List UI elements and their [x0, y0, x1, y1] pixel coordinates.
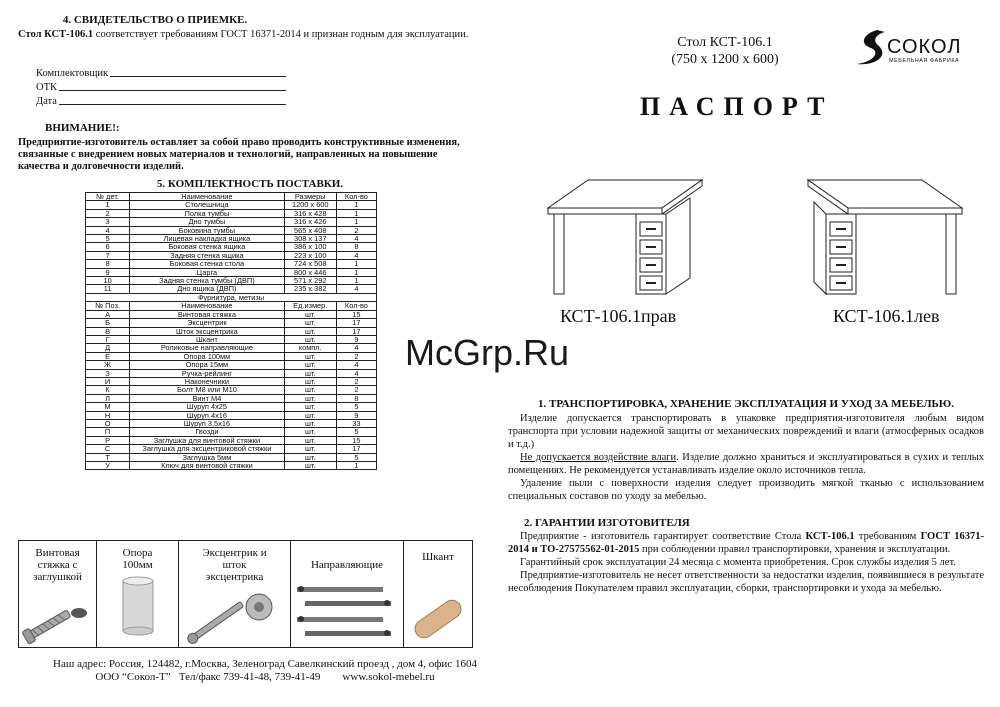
table-cell: 724 х 508	[284, 260, 336, 268]
table-cell: № дет.	[86, 193, 130, 201]
table-cell: О	[86, 419, 130, 427]
table-row	[86, 352, 377, 360]
table-cell: Заглушка 5мм	[130, 453, 285, 461]
table-cell: Винтовая стяжка	[130, 310, 285, 318]
table-cell: шт.	[284, 377, 336, 385]
table-cell: Полка тумбы	[130, 209, 285, 217]
table-cell: № Поз.	[86, 302, 130, 310]
table-cell: 5	[336, 428, 376, 436]
table-cell: 308 х 137	[284, 235, 336, 243]
desk-left-label: КСТ-106.1лев	[833, 306, 940, 326]
table-cell: Гвозди	[130, 428, 285, 436]
table-cell: Столешница	[130, 201, 285, 209]
table-cell: 2	[86, 209, 130, 217]
table-cell: Задняя стенка ящика	[130, 251, 285, 259]
table-cell: 9	[336, 411, 376, 419]
table-row	[86, 445, 377, 453]
table-cell: 5	[336, 453, 376, 461]
contacts-line: ООО “Сокол-Т” Тел/факс 739-41-48, 739-41-49 www.sokol-mebel.ru	[95, 671, 435, 683]
table-cell: И	[86, 377, 130, 385]
table-row	[86, 310, 377, 318]
table-cell: 1	[86, 201, 130, 209]
photo-rails	[291, 541, 404, 647]
signature-row-packer	[36, 68, 286, 79]
table-cell: шт.	[284, 411, 336, 419]
table-cell: 4	[336, 285, 376, 293]
table-cell: 7	[86, 251, 130, 259]
drawer-rails-icon	[291, 577, 404, 647]
table-cell: шт.	[284, 462, 336, 470]
section2-paragraph: Гарантийный срок эксплуатации 24 месяца с момента приобретения. Срок службы изделия 5 лет.	[520, 557, 956, 568]
table-cell: 6	[86, 243, 130, 251]
acceptance-product: Стол КСТ-106.1	[18, 29, 94, 40]
table-cell: шт.	[284, 335, 336, 343]
desk-left-drawing	[800, 172, 970, 300]
table-cell: 15	[336, 310, 376, 318]
table-cell: Наименование	[130, 302, 285, 310]
table-cell: З	[86, 369, 130, 377]
photo-screw-tie	[19, 541, 97, 647]
table-cell: 2	[336, 226, 376, 234]
table-cell: 8	[336, 394, 376, 402]
table-cell: 2	[336, 352, 376, 360]
table-cell: Кол-во	[336, 302, 376, 310]
table-cell: Болт М8 или М10	[130, 386, 285, 394]
table-cell: шт.	[284, 352, 336, 360]
table-cell: 235 х 382	[284, 285, 336, 293]
table-cell: Винт М4	[130, 394, 285, 402]
logo-tagline: МЕБЕЛЬНАЯ ФАБРИКА	[889, 58, 960, 64]
table-header-row	[86, 193, 377, 201]
eccentric-icon	[179, 575, 291, 647]
table-cell: 571 х 292	[284, 277, 336, 285]
address-block	[35, 658, 495, 684]
signature-row-date	[36, 96, 286, 107]
table-row	[86, 344, 377, 352]
table-cell: шт.	[284, 319, 336, 327]
table-cell: 4	[336, 235, 376, 243]
table-cell: 1	[336, 462, 376, 470]
table-cell: Наконечники	[130, 377, 285, 385]
dowel-icon	[404, 579, 472, 647]
table-cell: 4	[336, 361, 376, 369]
section1-body	[508, 412, 984, 503]
table-cell: шт.	[284, 361, 336, 369]
table-cell: 4	[336, 251, 376, 259]
acceptance-title: 4. СВИДЕТЕЛЬСТВО О ПРИЕМКЕ.	[62, 14, 248, 26]
table-cell: 1	[336, 277, 376, 285]
table-cell: 17	[336, 327, 376, 335]
moisture-warning: Не допускается воздействие влаги	[520, 452, 677, 463]
table-cell: 1	[336, 218, 376, 226]
table-cell: Боковая стенка ящика	[130, 243, 285, 251]
photo-label: Шкант	[422, 551, 454, 563]
table-cell: Задняя стенка тумбы (ДВП)	[130, 277, 285, 285]
table-cell: Д	[86, 344, 130, 352]
table-cell: Ключ для винтовой стяжки	[130, 462, 285, 470]
table-cell: 4	[86, 226, 130, 234]
standards: ГОСТ 16371-2014 и ТО-27575562-01-2015	[508, 531, 984, 555]
desk-right-label: КСТ-106.1прав	[560, 306, 677, 326]
table-cell: Б	[86, 319, 130, 327]
table-cell: 1	[336, 201, 376, 209]
text-part: при соблюдении правил транспортировки, хранения и эксплуатации.	[639, 544, 951, 555]
table-cell: Шкант	[130, 335, 285, 343]
section1-paragraph: Удаление пыли с поверхности изделия следует производить мягкой тканью с использованием специальных составов по уходу за мебелью.	[508, 478, 984, 502]
signature-line	[110, 68, 286, 77]
table-cell: Царга	[130, 268, 285, 276]
table-cell: Шуруп 4х16	[130, 411, 285, 419]
text-part: требованиям	[854, 531, 921, 542]
product-code: КСТ-106.1	[805, 531, 855, 542]
sokol-logo	[855, 26, 965, 70]
table-cell: Шуруп 3,5х16	[130, 419, 285, 427]
photo-support	[97, 541, 179, 647]
kit-title: 5. КОМПЛЕКТНОСТЬ ПОСТАВКИ.	[156, 178, 344, 190]
table-cell: К	[86, 386, 130, 394]
table-cell: шт.	[284, 428, 336, 436]
section1-paragraph: Изделие допускается транспортировать в упаковке предприятия-изготовителя любым видом транспорта при условии надежной защиты от механических повреждений и влаги (атмосферных осадков и т.д.)	[508, 413, 984, 450]
table-cell: Ручка-рейлинг	[130, 369, 285, 377]
text-part: Предприятие - изготовитель гарантирует соответствие Стола	[520, 531, 806, 542]
table-cell: Наименование	[130, 193, 285, 201]
table-cell: Опора 15мм	[130, 361, 285, 369]
table-cell: шт.	[284, 394, 336, 402]
signature-line	[59, 82, 286, 91]
table-cell: шт.	[284, 453, 336, 461]
table-cell: М	[86, 403, 130, 411]
table-cell: шт.	[284, 445, 336, 453]
table-cell: компл.	[284, 344, 336, 352]
table-cell: Дно тумбы	[130, 218, 285, 226]
table-cell: Кол-во	[336, 193, 376, 201]
table-cell: Ж	[86, 361, 130, 369]
support-leg-icon	[97, 567, 179, 647]
table-cell: 15	[336, 436, 376, 444]
table-cell: 33	[336, 419, 376, 427]
table-row	[86, 419, 377, 427]
section1-paragraph-rest: . Изделие должно храниться и эксплуатироваться в сухих и теплых помещениях. Не рекомендуется устанавливать изделие около источников тепла.	[508, 452, 984, 476]
table-header-row	[86, 302, 377, 310]
table-cell: 8	[336, 243, 376, 251]
table-cell: 2	[336, 377, 376, 385]
table-cell: 9	[336, 335, 376, 343]
signature-line	[59, 96, 286, 105]
table-row	[86, 319, 377, 327]
table-cell: 8	[86, 260, 130, 268]
table-cell: Л	[86, 394, 130, 402]
table-cell: Шуруп 4х25	[130, 403, 285, 411]
signature-row-otk	[36, 82, 286, 93]
photo-label: Эксцентрик и шток эксцентрика	[202, 547, 267, 583]
table-cell: шт.	[284, 310, 336, 318]
product-title-block	[650, 34, 800, 68]
table-cell: 4	[336, 369, 376, 377]
table-cell: Заглушка для винтовой стяжки	[130, 436, 285, 444]
table-cell: 17	[336, 319, 376, 327]
table-row	[86, 361, 377, 369]
logo-name: СОКОЛ	[887, 36, 962, 58]
acceptance-text	[18, 29, 478, 41]
table-cell: шт.	[284, 436, 336, 444]
table-cell: 11	[86, 285, 130, 293]
passport-title: ПАСПОРТ	[640, 92, 834, 121]
table-cell: 1	[336, 209, 376, 217]
table-cell: 9	[86, 268, 130, 276]
table-cell: 800 х 446	[284, 268, 336, 276]
table-cell: Размеры	[284, 193, 336, 201]
table-cell: Эксцентрик	[130, 319, 285, 327]
table-cell: Заглушка для эксцентриковой стяжки	[130, 445, 285, 453]
table-cell: шт.	[284, 369, 336, 377]
table-cell: 1	[336, 260, 376, 268]
table-cell: Роликовые направляющие	[130, 344, 285, 352]
table-cell: 4	[336, 344, 376, 352]
table-cell: Р	[86, 436, 130, 444]
section2-body	[508, 530, 984, 595]
table-row	[86, 327, 377, 335]
table-cell: 17	[336, 445, 376, 453]
table-cell: В	[86, 327, 130, 335]
product-dimensions: (750 х 1200 х 600)	[671, 52, 779, 67]
fittings-photos	[18, 540, 473, 648]
table-row	[86, 403, 377, 411]
table-cell: 565 х 408	[284, 226, 336, 234]
table-cell: П	[86, 428, 130, 436]
section1-paragraph	[508, 451, 984, 477]
table-row	[86, 209, 377, 217]
table-cell: 1200 х 600	[284, 201, 336, 209]
table-cell: Е	[86, 352, 130, 360]
table-row	[86, 394, 377, 402]
table-cell: Лицевая накладка ящика	[130, 235, 285, 243]
table-row	[86, 386, 377, 394]
table-cell: 5	[336, 403, 376, 411]
table-row	[86, 201, 377, 209]
kit-table	[85, 192, 377, 470]
table-cell: Боковина тумбы	[130, 226, 285, 234]
table-cell: 1	[336, 268, 376, 276]
screw-tie-icon	[19, 587, 97, 647]
table-cell: Ед.измер.	[284, 302, 336, 310]
signature-label: Комплектовщик	[36, 68, 109, 79]
signature-label: Дата	[36, 96, 57, 107]
table-cell: Н	[86, 411, 130, 419]
watermark: McGrp.Ru	[405, 332, 570, 373]
table-cell: 316 х 426	[284, 218, 336, 226]
photo-dowel	[404, 541, 472, 647]
table-cell: Боковая стенка стола	[130, 260, 285, 268]
acceptance-text-rest: соответствует требованиям ГОСТ 16371-2014 и признан годным для эксплуатации.	[93, 29, 469, 40]
table-row	[86, 218, 377, 226]
section2-title: 2. ГАРАНТИИ ИЗГОТОВИТЕЛЯ	[524, 517, 690, 529]
table-cell: Т	[86, 453, 130, 461]
photo-label: Направляющие	[310, 559, 383, 571]
table-cell: 223 х 100	[284, 251, 336, 259]
warning-text: Предприятие-изготовитель оставляет за собой право проводить конструктивные изменения, связанные с внедрением новых материалов и технологий, направленных на повышение качества и долговечности изделий.	[18, 137, 460, 173]
section2-paragraph: Предприятие-изготовитель не несет ответственности за недостатки изделия, появившиеся в результате несоблюдения Покупателем правил эксплуатации, сборки, транспортировки и ухода за мебелью.	[508, 570, 984, 594]
table-cell: Дно ящика (ДВП)	[130, 285, 285, 293]
photo-label: Опора 100мм	[122, 547, 153, 571]
table-cell: Г	[86, 335, 130, 343]
table-row	[86, 369, 377, 377]
table-cell: У	[86, 462, 130, 470]
table-row	[86, 260, 377, 268]
table-cell: 316 х 428	[284, 209, 336, 217]
photo-label: Винтовая стяжка с заглушкой	[33, 547, 82, 583]
table-cell: Опора 100мм	[130, 352, 285, 360]
warning-title: ВНИМАНИЕ!:	[45, 122, 120, 134]
table-cell: 5	[86, 235, 130, 243]
photo-eccentric	[179, 541, 291, 647]
table-cell: С	[86, 445, 130, 453]
signature-label: ОТК	[36, 82, 57, 93]
product-title: Стол КСТ-106.1	[677, 35, 773, 50]
table-cell: шт.	[284, 403, 336, 411]
table-cell: А	[86, 310, 130, 318]
table-cell: 2	[336, 386, 376, 394]
address-line: Наш адрес: Россия, 124482, г.Москва, Зеленоград Савелкинский проезд , дом 4, офис 1604	[53, 658, 477, 670]
table-cell: шт.	[284, 327, 336, 335]
fittings-title: Фурнитура, метизы	[86, 293, 377, 301]
section1-title: 1. ТРАНСПОРТИРОВКА, ХРАНЕНИЕ ЭКСПЛУАТАЦИЯ И УХОД ЗА МЕБЕЛЬЮ.	[538, 398, 954, 410]
table-row	[86, 462, 377, 470]
table-cell: шт.	[284, 386, 336, 394]
table-cell: 10	[86, 277, 130, 285]
table-row	[86, 411, 377, 419]
table-cell: 3	[86, 218, 130, 226]
table-cell: 386 х 100	[284, 243, 336, 251]
desk-right-drawing	[540, 172, 710, 300]
table-cell: Шток эксцентрика	[130, 327, 285, 335]
section2-paragraph	[508, 530, 984, 556]
table-cell: шт.	[284, 419, 336, 427]
